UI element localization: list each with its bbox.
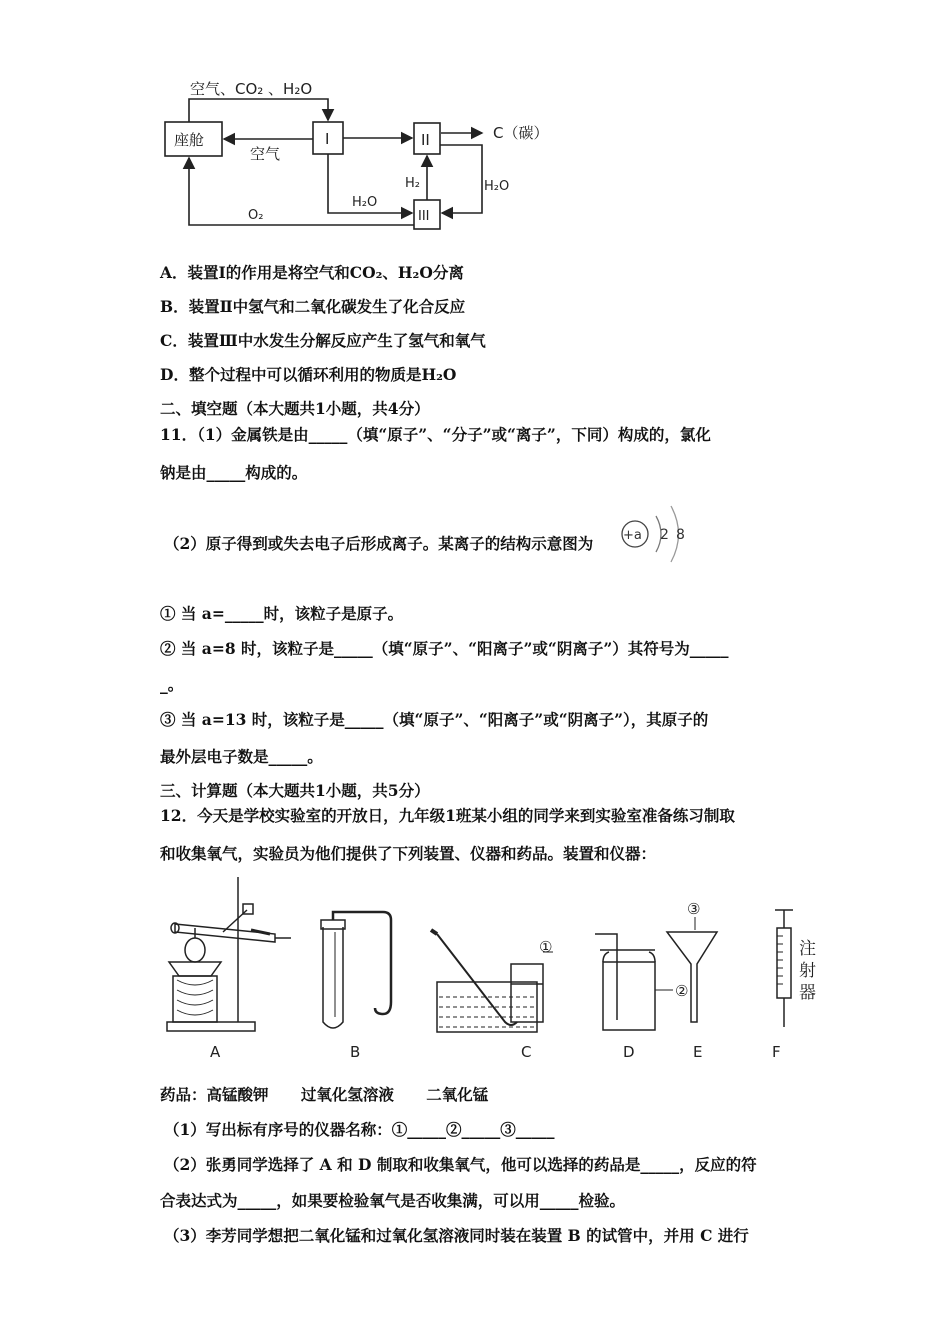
apparatus-a	[167, 877, 291, 1031]
apparatus-c	[431, 930, 553, 1032]
top-label: 空气、CO₂ 、H₂O	[190, 80, 313, 98]
ion-nucleus: +a	[623, 528, 642, 543]
q11-part2: （2）原子得到或失去电子后形成离子。某离子的结构示意图为	[164, 534, 594, 553]
ion-shell1: 2	[660, 527, 669, 543]
q11-sub2a: ② 当 a=8 时，该粒子是_____（填“原子”、“阳离子”或“阴离子”）其符号为_____	[160, 639, 729, 658]
cabin-label: 座舱	[174, 131, 205, 149]
q11-sub3a: ③ 当 a=13 时，该粒子是_____（填“原子”、“阳离子”或“阴离子”），其原子的	[160, 710, 709, 729]
option-c: C．装置Ⅲ中水发生分解反应产生了氢气和氧气	[160, 331, 486, 350]
section-3-heading: 三、计算题（本大题共1小题，共5分）	[160, 781, 430, 800]
carbon-label: C（碳）	[493, 124, 549, 142]
q12-part2b: 合表达式为_____，如果要检验氧气是否收集满，可以用_____检验。	[160, 1191, 626, 1210]
apparatus-label-d: D	[623, 1043, 635, 1061]
ion-shell2: 8	[676, 527, 685, 543]
apparatus-b	[321, 912, 391, 1028]
q12-line1: 12．今天是学校实验室的开放日，九年级1班某小组的同学来到实验室准备练习制取	[160, 806, 735, 825]
circle-label-3: ③	[687, 900, 701, 918]
option-a: A．装置Ⅰ的作用是将空气和CO₂、H₂O分离	[160, 263, 464, 282]
q12-drugs: 药品：高锰酸钾 过氧化氢溶液 二氧化锰	[160, 1085, 489, 1104]
q12-part3: （3）李芳同学想把二氧化锰和过氧化氢溶液同时装在装置 B 的试管中，并用 C 进行	[164, 1226, 749, 1245]
syringe-char-2: 射	[799, 961, 816, 981]
q11-sub3b: 最外层电子数是_____。	[160, 747, 323, 766]
q11-line1: 11．（1）金属铁是由_____（填“原子”、“分子”或“离子”，下同）构成的，氯化	[160, 425, 711, 444]
flow-diagram	[160, 75, 580, 235]
apparatus-e	[667, 917, 717, 1022]
apparatus-f	[775, 910, 793, 1027]
unit3-label: III	[418, 209, 430, 224]
circle-label-1: ①	[539, 938, 553, 956]
h2o-right-label: H₂O	[484, 179, 510, 194]
syringe-char-1: 注	[799, 939, 816, 959]
o2-label: O₂	[248, 208, 264, 223]
h2o-mid-label: H₂O	[352, 195, 378, 210]
section-2-heading: 二、填空题（本大题共1小题，共4分）	[160, 399, 430, 418]
unit2-label: II	[421, 131, 430, 149]
q11-sub1: ① 当 a=_____时，该粒子是原子。	[160, 604, 404, 623]
option-b: B．装置Ⅱ中氢气和二氧化碳发生了化合反应	[160, 297, 466, 316]
q12-part1: （1）写出标有序号的仪器名称：①_____②_____③_____	[164, 1120, 555, 1139]
q11-sub2b: _。	[160, 675, 184, 694]
option-d: D．整个过程中可以循环利用的物质是H₂O	[160, 365, 457, 384]
q12-line2: 和收集氧气，实验员为他们提供了下列装置、仪器和药品。装置和仪器：	[160, 844, 657, 863]
q11-line2: 钠是由_____构成的。	[160, 463, 308, 482]
apparatus-label-c: C	[521, 1043, 532, 1061]
h2-label: H₂	[405, 176, 420, 191]
apparatus-figure	[155, 872, 835, 1037]
apparatus-label-e: E	[693, 1043, 703, 1061]
apparatus-label-f: F	[772, 1043, 781, 1061]
apparatus-label-a: A	[210, 1043, 221, 1061]
circle-label-2: ②	[675, 982, 689, 1000]
q12-part2a: （2）张勇同学选择了 A 和 D 制取和收集氧气，他可以选择的药品是_____，反应的符	[164, 1155, 757, 1174]
ion-structure-diagram	[618, 492, 690, 574]
syringe-char-3: 器	[799, 983, 816, 1003]
apparatus-label-b: B	[350, 1043, 361, 1061]
air-label: 空气	[250, 145, 281, 163]
apparatus-d	[595, 934, 673, 1030]
unit1-label: I	[325, 130, 330, 148]
